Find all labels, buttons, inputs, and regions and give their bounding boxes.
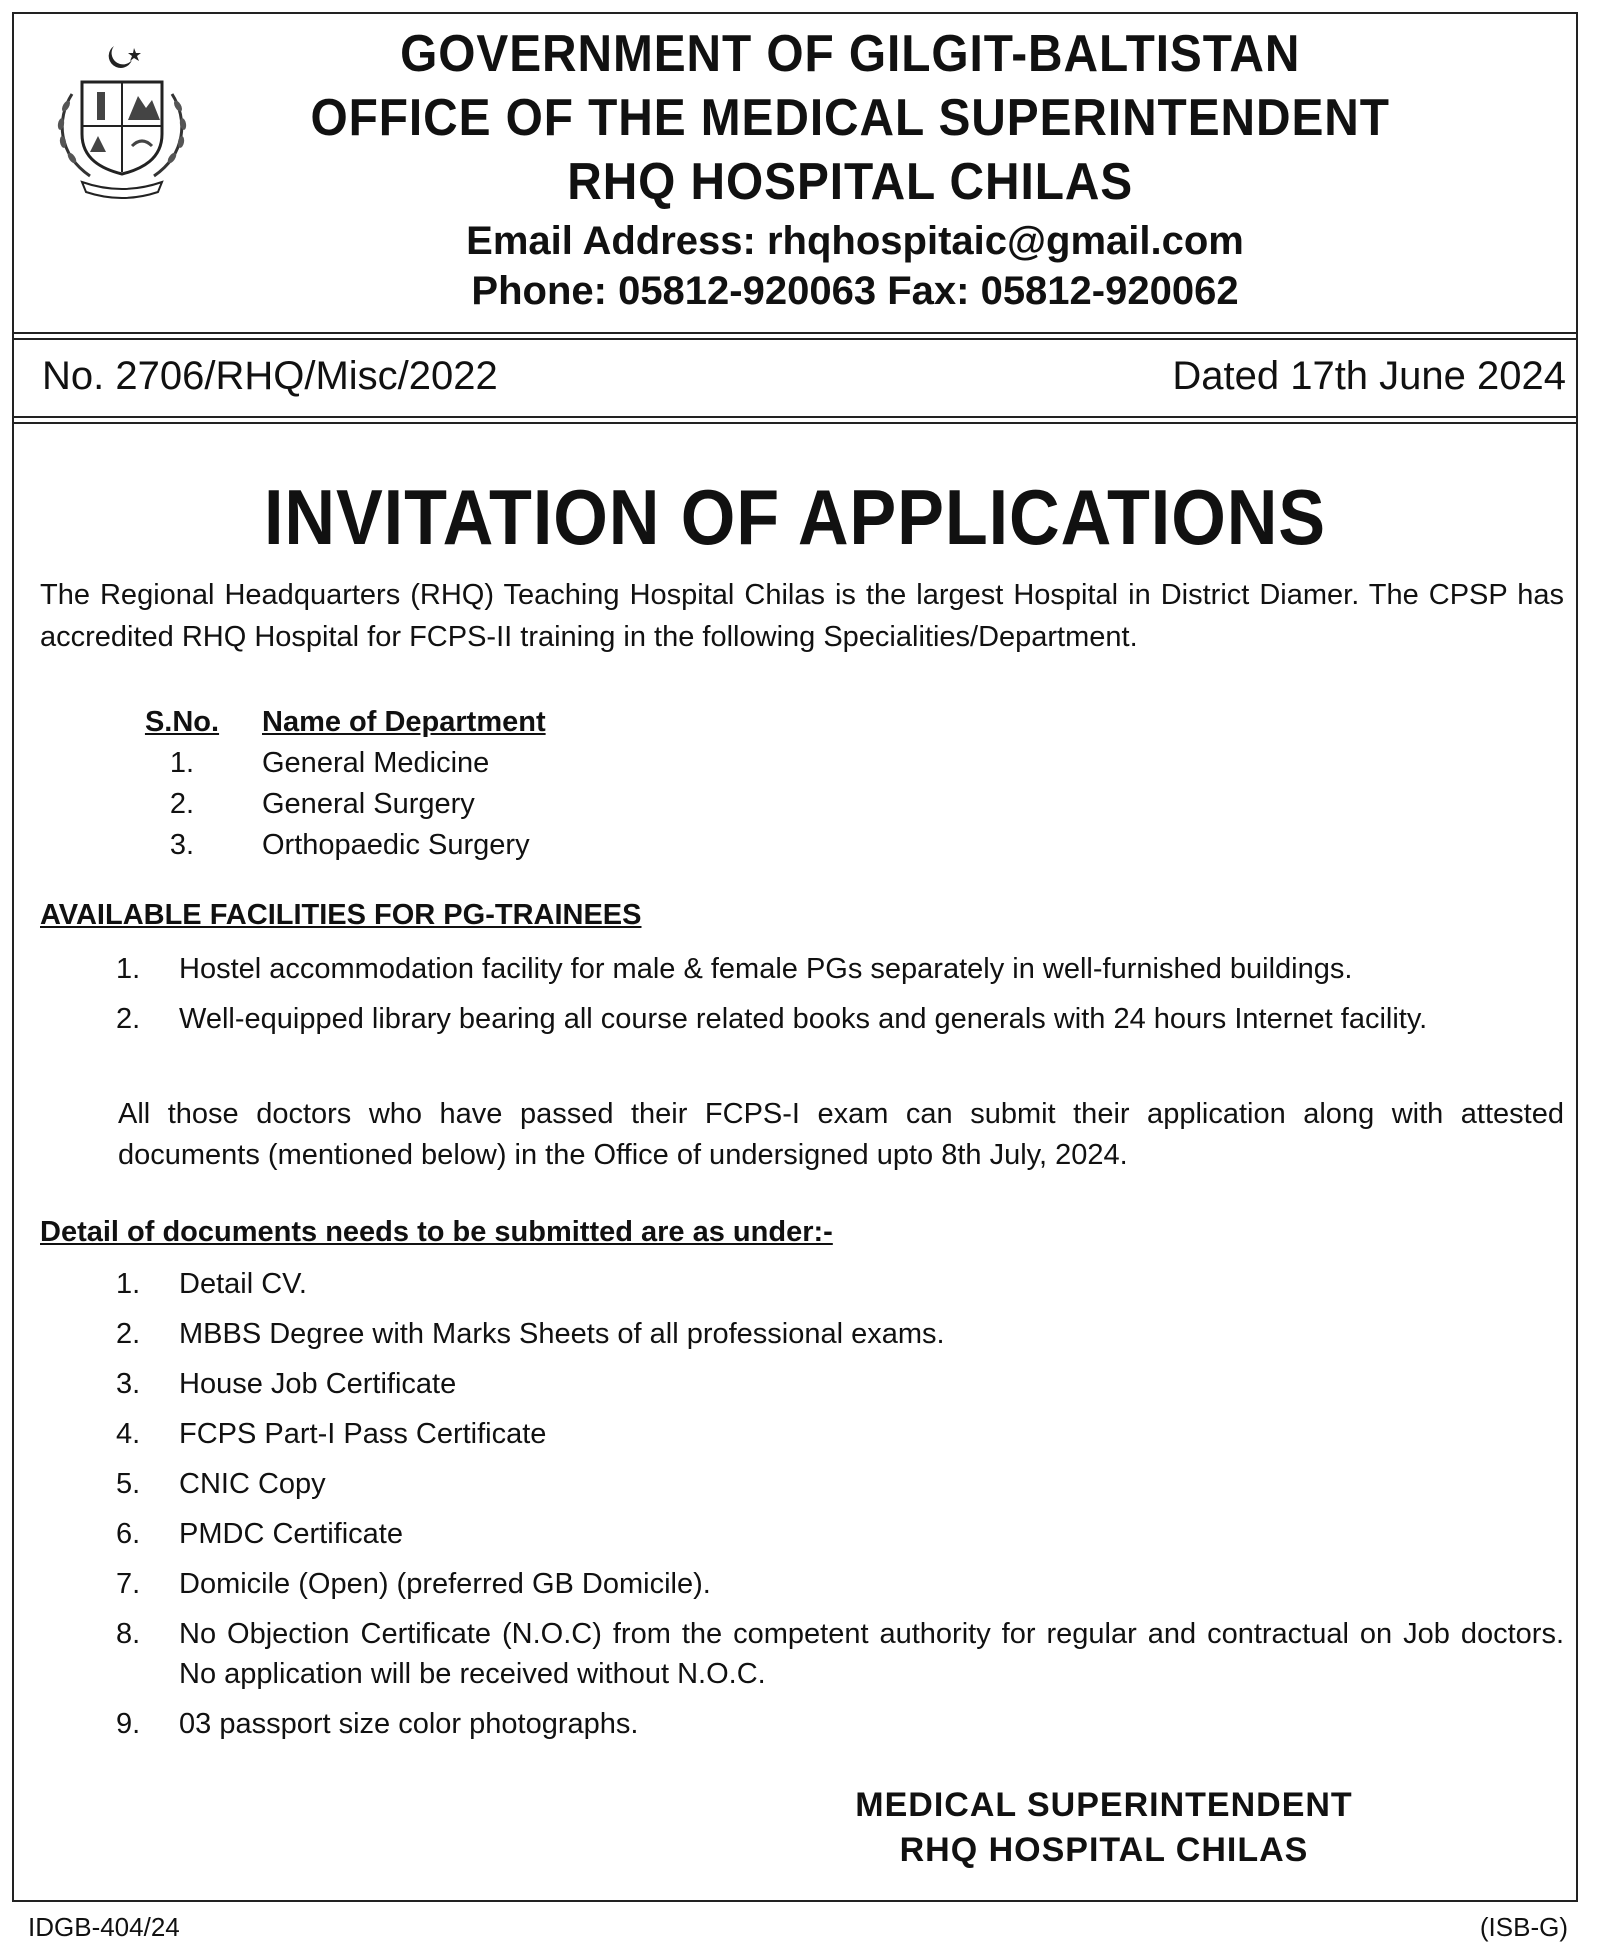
footer-code: IDGB-404/24 (28, 1912, 180, 1942)
department-name-cell: General Medicine (262, 747, 490, 779)
hospital-title: RHQ HOSPITAL CHILAS (567, 153, 1134, 211)
list-number: 6. (116, 1518, 141, 1550)
footer-region: (ISB-G) (1479, 1912, 1568, 1942)
reference-number: No. 2706/RHQ/Misc/2022 (42, 354, 498, 398)
list-item (104, 949, 1564, 989)
email-address: Email Address: rhqhospitaic@gmail.com (466, 219, 1244, 263)
notice-date: Dated 17th June 2024 (1172, 354, 1566, 398)
department-name-cell: General Surgery (262, 788, 475, 820)
list-text: No Objection Certificate (N.O.C) from the competent authority for regular and contractual on Job doctors. No application will be received without N.O.C. (179, 1618, 1564, 1690)
sno-header: S.No. (144, 706, 220, 738)
list-item (104, 1564, 1564, 1604)
documents-list (104, 1264, 1564, 1754)
list-text: MBBS Degree with Marks Sheets of all professional exams. (179, 1318, 945, 1350)
list-number: 3. (116, 1368, 141, 1400)
list-item (104, 1704, 1564, 1744)
list-text: Domicile (Open) (preferred GB Domicile). (179, 1568, 711, 1600)
table-row (102, 784, 546, 825)
list-text: FCPS Part-I Pass Certificate (179, 1418, 547, 1450)
table-row (102, 825, 546, 866)
list-text: House Job Certificate (179, 1368, 457, 1400)
department-table (102, 702, 546, 866)
divider (14, 338, 1576, 340)
signatory-title: MEDICAL SUPERINTENDENT (855, 1786, 1353, 1824)
sno-cell: 3. (169, 829, 195, 861)
documents-heading: Detail of documents needs to be submitted are as under:- (40, 1216, 833, 1248)
letterhead (14, 14, 1576, 332)
list-number: 1. (116, 953, 141, 985)
list-number: 5. (116, 1468, 141, 1500)
list-number: 4. (116, 1418, 141, 1450)
list-item (104, 999, 1564, 1039)
list-text: Well-equipped library bearing all course related books and generals with 24 hours Internet facility. (179, 1003, 1428, 1035)
list-item (104, 1614, 1564, 1694)
list-number: 2. (116, 1003, 141, 1035)
list-item (104, 1464, 1564, 1504)
list-item (104, 1414, 1564, 1454)
facilities-list (104, 949, 1564, 1049)
sno-cell: 1. (169, 747, 195, 779)
list-item (104, 1514, 1564, 1554)
notice-title: INVITATION OF APPLICATIONS (263, 473, 1327, 561)
phone-fax: Phone: 05812-920063 Fax: 05812-920062 (471, 269, 1239, 313)
divider (14, 422, 1576, 424)
list-number: 7. (116, 1568, 141, 1600)
table-row (102, 743, 546, 784)
list-text: CNIC Copy (179, 1468, 326, 1500)
list-text: 03 passport size color photographs. (179, 1708, 639, 1740)
list-text: Hostel accommodation facility for male & female PGs separately in well-furnished buildings. (179, 953, 1353, 985)
department-name-header: Name of Department (262, 706, 546, 738)
table-header-row (102, 702, 546, 743)
divider (14, 416, 1576, 418)
facilities-heading: AVAILABLE FACILITIES FOR PG-TRAINEES (40, 899, 642, 931)
list-number: 1. (116, 1268, 141, 1300)
department-name-cell: Orthopaedic Surgery (262, 829, 530, 861)
divider (14, 332, 1576, 334)
eligibility-paragraph: All those doctors who have passed their FCPS-I exam can submit their application along with attested documents (mentioned below) in the Office of undersigned upto 8th July, 2024. (118, 1098, 1564, 1171)
list-number: 2. (116, 1318, 141, 1350)
list-item (104, 1264, 1564, 1304)
list-item (104, 1314, 1564, 1354)
gov-title: GOVERNMENT OF GILGIT-BALTISTAN (400, 25, 1301, 83)
intro-paragraph: The Regional Headquarters (RHQ) Teaching Hospital Chilas is the largest Hospital in District Diamer. The CPSP has accredited RHQ Hospital for FCPS-II training in the following Specialities/Department. (40, 579, 1564, 653)
list-text: Detail CV. (179, 1268, 307, 1300)
signatory-office: RHQ HOSPITAL CHILAS (899, 1831, 1309, 1869)
office-title: OFFICE OF THE MEDICAL SUPERINTENDENT (310, 89, 1390, 147)
list-number: 9. (116, 1708, 141, 1740)
sno-cell: 2. (169, 788, 195, 820)
list-number: 8. (116, 1618, 141, 1650)
notice-page (12, 12, 1578, 1902)
list-item (104, 1364, 1564, 1404)
list-text: PMDC Certificate (179, 1518, 403, 1550)
